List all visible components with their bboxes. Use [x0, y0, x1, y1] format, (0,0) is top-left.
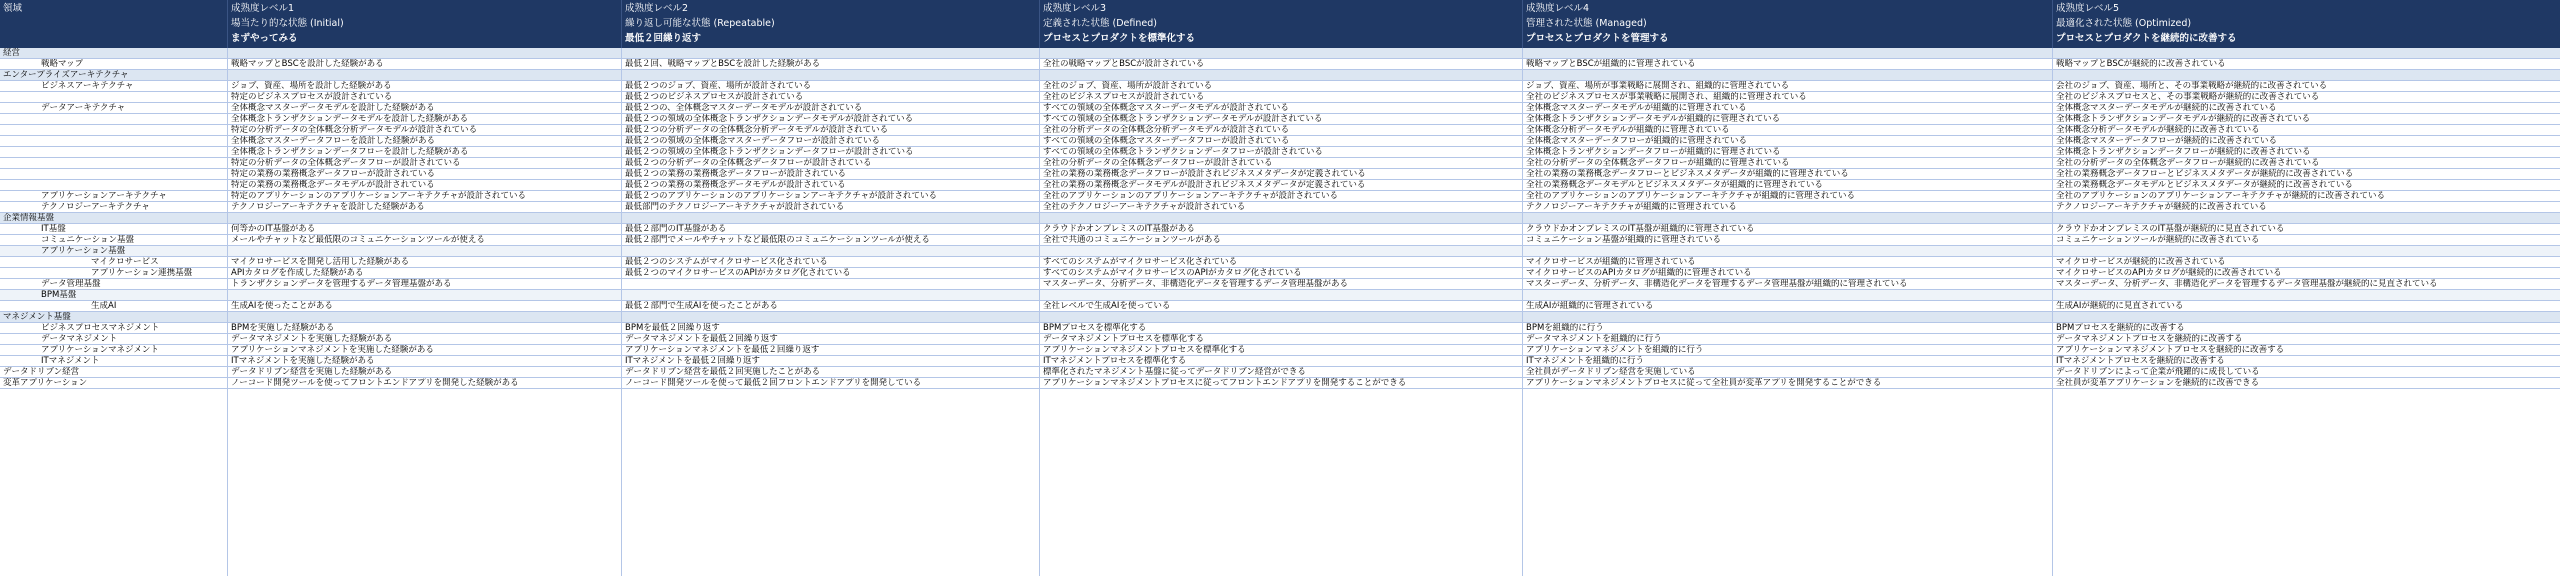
level-title: 成熟度レベル2 [625, 3, 689, 14]
level-3-cell[interactable]: 全社の分析データの全体概念分析データモデルが設計されている [1043, 125, 1290, 135]
level-4-cell[interactable] [1523, 246, 2053, 256]
header-level-3[interactable] [1040, 0, 1523, 48]
level-5-cell[interactable]: 全体概念トランザクションデータフローが継続的に改善されている [2056, 147, 2311, 157]
level-5-cell[interactable]: マイクロサービスが継続的に改善されている [2056, 257, 2226, 267]
level-3-cell[interactable] [1040, 70, 1523, 80]
level-action: プロセスとプロダクトを管理する [1526, 33, 1669, 44]
area-cell[interactable]: データアーキテクチャ [41, 103, 126, 113]
column-divider [621, 48, 622, 576]
level-5-cell[interactable]: 全社のアプリケーションのアプリケーションアーキテクチャが継続的に改善されている [2056, 191, 2385, 201]
level-3-cell[interactable]: データマネジメントプロセスを標準化する [1043, 334, 1204, 344]
level-1-cell[interactable]: アプリケーションマネジメントを実施した経験がある [231, 345, 434, 355]
level-5-cell[interactable]: 全体概念マスターデータモデルが継続的に改善されている [2056, 103, 2277, 113]
level-2-cell[interactable]: 最低２部門で生成AIを使ったことがある [625, 301, 778, 311]
level-action: 最低２回繰り返す [625, 33, 702, 44]
header-area-label: 領域 [3, 3, 23, 14]
level-3-cell[interactable]: すべての領域の全体概念トランザクションデータモデルが設計されている [1043, 114, 1323, 124]
level-2-cell[interactable]: 最低２つのビジネスプロセスが設計されている [625, 92, 804, 102]
level-1-cell[interactable]: 特定の業務の業務概念データモデルが設計されている [231, 180, 435, 190]
level-1-cell[interactable]: ノーコード開発ツールを使ってフロントエンドアプリを開発した経験がある [231, 378, 519, 388]
area-cell[interactable]: マネジメント基盤 [3, 312, 71, 322]
area-cell[interactable]: 経営 [3, 48, 21, 58]
table-row [0, 268, 2560, 279]
level-3-cell[interactable]: 全社のジョブ、資産、場所が設計されている [1043, 81, 1213, 91]
level-3-cell[interactable]: BPMプロセスを標準化する [1043, 323, 1147, 333]
level-4-cell[interactable]: アプリケーションマネジメントを組織的に行う [1526, 345, 1704, 355]
level-5-cell[interactable]: マスターデータ、分析データ、非構造化データを管理するデータ管理基盤が継続的に見直されている [2056, 279, 2438, 289]
level-5-cell[interactable]: 生成AIが継続的に見直されている [2056, 301, 2184, 311]
level-1-cell[interactable]: データドリブン経営を実施した経験がある [231, 367, 393, 377]
level-2-cell[interactable]: 最低２つの業務の業務概念データフローが設計されている [625, 169, 847, 179]
table-row [0, 158, 2560, 169]
level-2-cell[interactable]: 最低２つの領域の全体概念トランザクションデータフローが設計されている [625, 147, 914, 157]
level-4-cell[interactable]: マイクロサービスが組織的に管理されている [1526, 257, 1696, 267]
level-1-cell[interactable]: 全体概念トランザクションデータモデルを設計した経験がある [231, 114, 469, 124]
level-5-cell[interactable] [2053, 213, 2560, 223]
level-4-cell[interactable]: 全体概念トランザクションデータフローが組織的に管理されている [1526, 147, 1781, 157]
area-cell[interactable]: ビジネスアーキテクチャ [41, 81, 134, 91]
area-cell[interactable]: マイクロサービス [91, 257, 159, 267]
level-4-cell[interactable]: BPMを組織的に行う [1526, 323, 1604, 333]
table-row [0, 81, 2560, 92]
level-1-cell[interactable]: 特定の分析データの全体概念データフローが設計されている [231, 158, 461, 168]
level-1-cell[interactable]: ジョブ、資産、場所を設計した経験がある [231, 81, 392, 91]
level-3-cell[interactable]: 全社のビジネスプロセスが設計されている [1043, 92, 1205, 102]
level-state: 場当たり的な状態 (Initial) [231, 18, 344, 29]
level-3-cell[interactable]: すべてのシステムがマイクロサービス化されている [1043, 257, 1238, 267]
level-5-cell[interactable] [2053, 312, 2560, 322]
level-5-cell[interactable]: 全社の業務概念データフローとビジネスメタデータが継続的に改善されている [2056, 169, 2354, 179]
level-4-cell[interactable]: 全社の業務概念データモデルとビジネスメタデータが組織的に管理されている [1526, 180, 1823, 190]
level-4-cell[interactable] [1523, 213, 2053, 223]
column-divider [1522, 48, 1523, 576]
level-3-cell[interactable]: ITマネジメントプロセスを標準化する [1043, 356, 1187, 366]
area-cell[interactable]: ビジネスプロセスマネジメント [41, 323, 160, 333]
level-3-cell[interactable]: すべての領域の全体概念マスターデータフローが設計されている [1043, 136, 1290, 146]
level-4-cell[interactable]: 全体概念マスターデータフローが組織的に管理されている [1526, 136, 1748, 146]
level-5-cell[interactable]: クラウドかオンプレミスのIT基盤が継続的に見直されている [2056, 224, 2285, 234]
level-5-cell[interactable]: 戦略マップとBSCが継続的に改善されている [2056, 59, 2226, 69]
level-5-cell[interactable]: 全体概念トランザクションデータモデルが継続的に改善されている [2056, 114, 2311, 124]
area-cell[interactable]: 企業情報基盤 [3, 213, 55, 223]
level-5-cell[interactable]: 全社のビジネスプロセスと、その事業戦略が継続的に改善されている [2056, 92, 2320, 102]
level-1-cell[interactable]: 全体概念マスターデータフローを設計した経験がある [231, 136, 436, 146]
level-1-cell[interactable]: 何等かのIT基盤がある [231, 224, 316, 234]
level-3-cell[interactable] [1040, 213, 1523, 223]
header-level-5[interactable] [2053, 0, 2560, 48]
level-1-cell[interactable]: トランザクションデータを管理するデータ管理基盤がある [231, 279, 452, 289]
level-4-cell[interactable]: 全体概念分析データモデルが組織的に管理されている [1526, 125, 1730, 135]
level-5-cell[interactable]: データドリブンによって企業が飛躍的に成長している [2056, 367, 2260, 377]
area-cell[interactable]: BPM基盤 [41, 290, 77, 300]
level-3-cell[interactable]: すべてのシステムがマイクロサービスのAPIがカタログ化されている [1043, 268, 1302, 278]
header-level-1[interactable] [228, 0, 622, 48]
level-4-cell[interactable]: ITマネジメントを組織的に行う [1526, 356, 1644, 366]
level-2-cell[interactable]: 最低２部門のIT基盤がある [625, 224, 727, 234]
level-4-cell[interactable]: 全社の業務の業務概念データフローとビジネスメタデータが組織的に管理されている [1526, 169, 1849, 179]
level-5-cell[interactable] [2053, 246, 2560, 256]
level-2-cell[interactable] [622, 48, 1040, 58]
level-2-cell[interactable]: 最低部門のテクノロジーアーキテクチャが設計されている [625, 202, 845, 212]
table-row [0, 180, 2560, 191]
table-row [0, 59, 2560, 70]
level-5-cell[interactable]: マイクロサービスのAPIカタログが継続的に改善されている [2056, 268, 2282, 278]
level-state: 管理された状態 (Managed) [1526, 18, 1647, 29]
level-4-cell[interactable]: データマネジメントを組織的に行う [1526, 334, 1662, 344]
level-3-cell[interactable]: クラウドかオンプレミスのIT基盤がある [1043, 224, 1195, 234]
level-2-cell[interactable]: 最低２つのシステムがマイクロサービス化されている [625, 257, 828, 267]
level-2-cell[interactable] [622, 290, 1040, 300]
table-row [0, 246, 2560, 257]
level-5-cell[interactable]: アプリケーションマネジメントプロセスを継続的に改善する [2056, 345, 2285, 355]
level-3-cell[interactable] [1040, 246, 1523, 256]
area-cell[interactable]: アプリケーション連携基盤 [91, 268, 193, 278]
area-cell[interactable]: 変革アプリケーション [3, 378, 88, 388]
level-1-cell[interactable]: マイクロサービスを開発し活用した経験がある [231, 257, 410, 267]
level-1-cell[interactable]: テクノロジーアーキテクチャを設計した経験がある [231, 202, 425, 212]
table-row [0, 367, 2560, 378]
table-row [0, 323, 2560, 334]
level-5-cell[interactable]: テクノロジーアーキテクチャが継続的に改善されている [2056, 202, 2267, 212]
level-4-cell[interactable] [1523, 290, 2053, 300]
area-cell[interactable]: エンタープライズアーキテクチャ [3, 70, 129, 80]
level-2-cell[interactable] [622, 70, 1040, 80]
level-4-cell[interactable]: 全体概念トランザクションデータモデルが組織的に管理されている [1526, 114, 1781, 124]
level-5-cell[interactable] [2053, 48, 2560, 58]
level-4-cell[interactable] [1523, 312, 2053, 322]
level-5-cell[interactable]: 全社の分析データの全体概念データフローが継続的に改善されている [2056, 158, 2320, 168]
level-1-cell[interactable]: APIカタログを作成した経験がある [231, 268, 364, 278]
table-row [0, 257, 2560, 268]
level-2-cell[interactable] [622, 312, 1040, 322]
level-3-cell[interactable]: 標準化されたマネジメント基盤に従ってデータドリブン経営ができる [1043, 367, 1306, 377]
table-row [0, 356, 2560, 367]
level-2-cell[interactable]: データマネジメントを最低２回繰り返す [625, 334, 778, 344]
level-2-cell[interactable]: 最低２部門でメールやチャットなど最低限のコミュニケーションツールが使える [625, 235, 930, 245]
level-1-cell[interactable] [228, 246, 622, 256]
level-2-cell[interactable]: データドリブン経営を最低２回実施したことがある [625, 367, 821, 377]
level-action: プロセスとプロダクトを継続的に改善する [2056, 33, 2237, 44]
level-4-cell[interactable]: 戦略マップとBSCが組織的に管理されている [1526, 59, 1696, 69]
level-state: 定義された状態 (Defined) [1043, 18, 1157, 29]
section-row [0, 70, 2560, 81]
level-3-cell[interactable]: 全社の業務の業務概念データモデルが設計されビジネスメタデータが定義されている [1043, 180, 1366, 190]
level-2-cell[interactable]: 最低２つの、全体概念マスターデータモデルが設計されている [625, 103, 863, 113]
table-row [0, 136, 2560, 147]
level-5-cell[interactable]: 全体概念マスターデータフローが継続的に改善されている [2056, 136, 2278, 146]
level-1-cell[interactable] [228, 48, 622, 58]
level-3-cell[interactable]: アプリケーションマネジメントプロセスを標準化する [1043, 345, 1246, 355]
header-row [0, 0, 2560, 48]
level-5-cell[interactable] [2053, 290, 2560, 300]
level-2-cell[interactable]: 最低２つの領域の全体概念トランザクションデータモデルが設計されている [625, 114, 914, 124]
level-2-cell[interactable]: 最低２つの業務の業務概念データモデルが設計されている [625, 180, 846, 190]
header-level-4[interactable] [1523, 0, 2053, 48]
level-4-cell[interactable]: クラウドかオンプレミスのIT基盤が組織的に管理されている [1526, 224, 1755, 234]
level-1-cell[interactable] [228, 290, 622, 300]
level-5-cell[interactable]: 全社の業務概念データモデルとビジネスメタデータが継続的に改善されている [2056, 180, 2353, 190]
table-row [0, 147, 2560, 158]
level-3-cell[interactable]: 全社の分析データの全体概念データフローが設計されている [1043, 158, 1273, 168]
table-row [0, 345, 2560, 356]
level-5-cell[interactable]: データマネジメントプロセスを継続的に改善する [2056, 334, 2243, 344]
level-1-cell[interactable]: 特定のアプリケーションのアプリケーションアーキテクチャが設計されている [231, 191, 526, 201]
level-5-cell[interactable]: ITマネジメントプロセスを継続的に改善する [2056, 356, 2225, 366]
table-row [0, 169, 2560, 180]
level-2-cell[interactable]: 最低２つの分析データの全体概念データフローが設計されている [625, 158, 872, 168]
level-3-cell[interactable]: 全社で共通のコミュニケーションツールがある [1043, 235, 1221, 245]
level-5-cell[interactable] [2053, 70, 2560, 80]
area-cell[interactable]: データ管理基盤 [41, 279, 101, 289]
level-5-cell[interactable]: BPMプロセスを継続的に改善する [2056, 323, 2185, 333]
level-1-cell[interactable]: ITマネジメントを実施した経験がある [231, 356, 375, 366]
table-row [0, 191, 2560, 202]
level-2-cell[interactable]: 最低２つの分析データの全体概念分析データモデルが設計されている [625, 125, 889, 135]
level-4-cell[interactable] [1523, 70, 2053, 80]
section-row [0, 48, 2560, 59]
table-row [0, 378, 2560, 389]
level-2-cell[interactable]: ITマネジメントを最低２回繰り返す [625, 356, 760, 366]
level-2-cell[interactable]: 最低２回、戦略マップとBSCを設計した経験がある [625, 59, 821, 69]
level-2-cell[interactable] [622, 213, 1040, 223]
level-state: 繰り返し可能な状態 (Repeatable) [625, 18, 775, 29]
area-cell[interactable]: 生成AI [91, 301, 117, 311]
level-5-cell[interactable]: 全社員が変革アプリケーションを継続的に改善できる [2056, 378, 2260, 388]
table-row [0, 125, 2560, 136]
level-state: 最適化された状態 (Optimized) [2056, 18, 2192, 29]
level-4-cell[interactable]: ジョブ、資産、場所が事業戦略に展開され、組織的に管理されている [1526, 81, 1790, 91]
level-3-cell[interactable]: アプリケーションマネジメントプロセスに従ってフロントエンドアプリを開発することができる [1043, 378, 1407, 388]
level-4-cell[interactable]: マスターデータ、分析データ、非構造化データを管理するデータ管理基盤が組織的に管理されている [1526, 279, 1908, 289]
level-3-cell[interactable]: 全社のテクノロジーアーキテクチャが設計されている [1043, 202, 1246, 212]
header-area-cell[interactable] [0, 0, 228, 48]
level-5-cell[interactable]: 全体概念分析データモデルが継続的に改善されている [2056, 125, 2260, 135]
level-4-cell[interactable]: アプリケーションマネジメントプロセスに従って全社員が変革アプリを開発することができる [1526, 378, 1882, 388]
level-3-cell[interactable]: 全社レベルで生成AIを使っている [1043, 301, 1171, 311]
level-3-cell[interactable]: 全社のアプリケーションのアプリケーションアーキテクチャが設計されている [1043, 191, 1338, 201]
level-3-cell[interactable]: 全社の戦略マップとBSCが設計されている [1043, 59, 1205, 69]
level-4-cell[interactable]: コミュニケーション基盤が組織的に管理されている [1526, 235, 1721, 245]
level-2-cell[interactable]: ノーコード開発ツールを使って最低２回フロントエンドアプリを開発している [625, 378, 922, 388]
level-4-cell[interactable]: マイクロサービスのAPIカタログが組織的に管理されている [1526, 268, 1752, 278]
area-cell[interactable]: アプリケーションアーキテクチャ [41, 191, 167, 201]
area-cell[interactable]: コミュニケーション基盤 [41, 235, 134, 245]
level-4-cell[interactable]: 全社のビジネスプロセスが事業戦略に展開され、組織的に管理されている [1526, 92, 1807, 102]
level-3-cell[interactable]: マスターデータ、分析データ、非構造化データを管理するデータ管理基盤がある [1043, 279, 1348, 289]
level-1-cell[interactable]: 戦略マップとBSCを設計した経験がある [231, 59, 384, 69]
level-5-cell[interactable]: 会社のジョブ、資産、場所と、その事業戦略が継続的に改善されている [2056, 81, 2328, 91]
level-title: 成熟度レベル5 [2056, 3, 2120, 14]
level-4-cell[interactable]: 全体概念マスターデータモデルが組織的に管理されている [1526, 103, 1747, 113]
level-3-cell[interactable]: すべての領域の全体概念トランザクションデータフローが設計されている [1043, 147, 1323, 157]
table-row [0, 301, 2560, 312]
level-1-cell[interactable]: 生成AIを使ったことがある [231, 301, 333, 311]
area-cell[interactable]: 戦略マップ [41, 59, 84, 69]
column-divider [2052, 48, 2053, 576]
section-row [0, 213, 2560, 224]
level-2-cell[interactable]: BPMを最低２回繰り返す [625, 323, 720, 333]
level-4-cell[interactable]: 全社員がデータドリブン経営を実施している [1526, 367, 1696, 377]
section-row [0, 312, 2560, 323]
level-2-cell[interactable]: 最低２つのアプリケーションのアプリケーションアーキテクチャが設計されている [625, 191, 937, 201]
level-title: 成熟度レベル1 [231, 3, 295, 14]
column-divider [227, 48, 228, 576]
table-row [0, 334, 2560, 345]
area-cell[interactable]: テクノロジーアーキテクチャ [41, 202, 150, 212]
level-3-cell[interactable] [1040, 290, 1523, 300]
level-1-cell[interactable]: 特定のビジネスプロセスが設計されている [231, 92, 393, 102]
level-1-cell[interactable]: データマネジメントを実施した経験がある [231, 334, 393, 344]
level-2-cell[interactable]: アプリケーションマネジメントを最低２回繰り返す [625, 345, 820, 355]
area-cell[interactable]: アプリケーションマネジメント [41, 345, 159, 355]
level-3-cell[interactable]: 全社の業務の業務概念データフローが設計されビジネスメタデータが定義されている [1043, 169, 1366, 179]
level-1-cell[interactable]: 特定の分析データの全体概念分析データモデルが設計されている [231, 125, 478, 135]
level-action: まずやってみる [231, 33, 298, 44]
table-row [0, 290, 2560, 301]
level-5-cell[interactable]: コミュニケーションツールが継続的に改善されている [2056, 235, 2260, 245]
level-2-cell[interactable] [622, 246, 1040, 256]
level-4-cell[interactable]: 全社のアプリケーションのアプリケーションアーキテクチャが組織的に管理されている [1526, 191, 1855, 201]
level-title: 成熟度レベル3 [1043, 3, 1107, 14]
level-action: プロセスとプロダクトを標準化する [1043, 33, 1196, 44]
level-4-cell[interactable] [1523, 48, 2053, 58]
level-1-cell[interactable] [228, 312, 622, 322]
level-1-cell[interactable]: 特定の業務の業務概念データフローが設計されている [231, 169, 436, 179]
table-row [0, 114, 2560, 125]
table-row [0, 103, 2560, 114]
level-2-cell[interactable]: 最低２つの領域の全体概念マスターデータフローが設計されている [625, 136, 881, 146]
level-1-cell[interactable]: メールやチャットなど最低限のコミュニケーションツールが使える [231, 235, 485, 245]
level-3-cell[interactable] [1040, 48, 1523, 58]
area-cell[interactable]: データマネジメント [41, 334, 118, 344]
level-1-cell[interactable]: 全体概念マスターデータモデルを設計した経験がある [231, 103, 435, 113]
level-1-cell[interactable] [228, 70, 622, 80]
level-2-cell[interactable] [622, 279, 1040, 289]
column-divider [1039, 48, 1040, 576]
header-level-2[interactable] [622, 0, 1040, 48]
level-1-cell[interactable] [228, 213, 622, 223]
level-4-cell[interactable]: 生成AIが組織的に管理されている [1526, 301, 1654, 311]
level-2-cell[interactable]: 最低２つのマイクロサービスのAPIがカタログ化されている [625, 268, 851, 278]
table-row [0, 235, 2560, 246]
table-row [0, 202, 2560, 213]
area-cell[interactable]: IT基盤 [41, 224, 66, 234]
level-4-cell[interactable]: テクノロジーアーキテクチャが組織的に管理されている [1526, 202, 1737, 212]
level-3-cell[interactable] [1040, 312, 1523, 322]
area-cell[interactable]: アプリケーション基盤 [41, 246, 126, 256]
level-3-cell[interactable]: すべての領域の全体概念マスターデータモデルが設計されている [1043, 103, 1289, 113]
table-row [0, 92, 2560, 103]
level-1-cell[interactable]: 全体概念トランザクションデータフローを設計した経験がある [231, 147, 469, 157]
level-2-cell[interactable]: 最低２つのジョブ、資産、場所が設計されている [625, 81, 812, 91]
area-cell[interactable]: データドリブン経営 [3, 367, 80, 377]
level-title: 成熟度レベル4 [1526, 3, 1590, 14]
level-4-cell[interactable]: 全社の分析データの全体概念データフローが組織的に管理されている [1526, 158, 1790, 168]
table-row [0, 224, 2560, 235]
area-cell[interactable]: ITマネジメント [41, 356, 100, 366]
level-1-cell[interactable]: BPMを実施した経験がある [231, 323, 335, 333]
table-row [0, 279, 2560, 290]
